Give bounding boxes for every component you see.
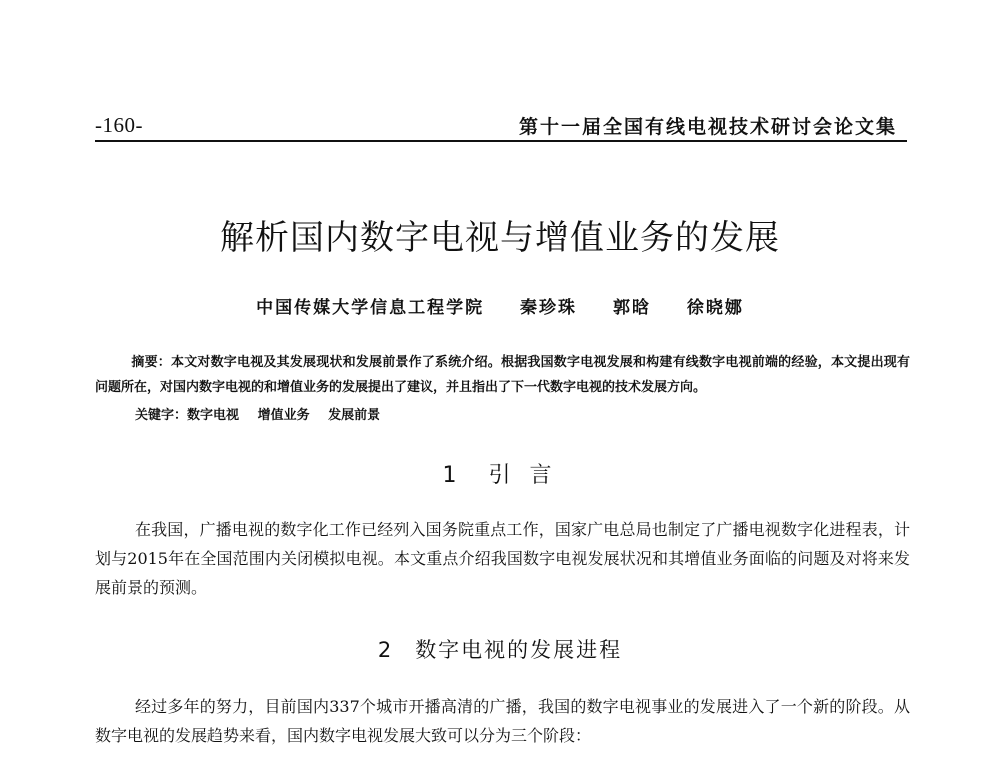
running-header: 第十一届全国有线电视技术研讨会论文集: [518, 116, 897, 138]
byline: [0, 293, 1000, 318]
paper-title: 解析国内数字电视与增值业务的发展: [220, 218, 780, 258]
header-rule: [95, 140, 907, 142]
page-number: -160-: [95, 113, 143, 137]
keywords: [135, 404, 394, 423]
section-title: 引 言: [488, 463, 558, 488]
author-1: 秦珍珠: [520, 298, 578, 318]
author-3: 徐晓娜: [686, 298, 744, 318]
abstract: [95, 350, 910, 400]
section-2-paragraph: 经过多年的努力，目前国内337个城市开播高清的广播，我国的数字电视事业的发展进入了一个新的阶段。从数字电视的发展趋势来看，国内数字电视发展大致可以分为三个阶段：: [95, 697, 910, 745]
section-number: 2: [377, 638, 394, 662]
section-title: 数字电视的发展进程: [415, 638, 623, 662]
keyword: 增值业务: [257, 408, 310, 423]
abstract-label: 摘要：: [131, 355, 171, 370]
section-heading-2: [0, 634, 1000, 664]
abstract-text: 本文对数字电视及其发展现状和发展前景作了系统介绍。根据我国数字电视发展和构建有线数字电视前端的经验，本文提出现有问题所在，对国内数字电视的和增值业务的发展提出了建议，并且指出了下一代数字电视的技术发展方向。: [95, 355, 910, 395]
author-2: 郭晗: [612, 298, 651, 318]
keywords-label: 关键字：: [135, 408, 188, 423]
keyword: 发展前景: [328, 408, 381, 423]
section-1-paragraph: 在我国，广播电视的数字化工作已经列入国务院重点工作，国家广电总局也制定了广播电视数字化进程表，计划与2015年在全国范围内关闭模拟电视。本文重点介绍我国数字电视发展状况和其增值业务面临的问题及对将来发展前景的预测。: [95, 520, 910, 597]
section-heading-1: [0, 458, 1000, 489]
section-number: 1: [442, 463, 463, 488]
keyword: 数字电视: [187, 408, 240, 423]
affiliation: 中国传媒大学信息工程学院: [256, 298, 485, 318]
